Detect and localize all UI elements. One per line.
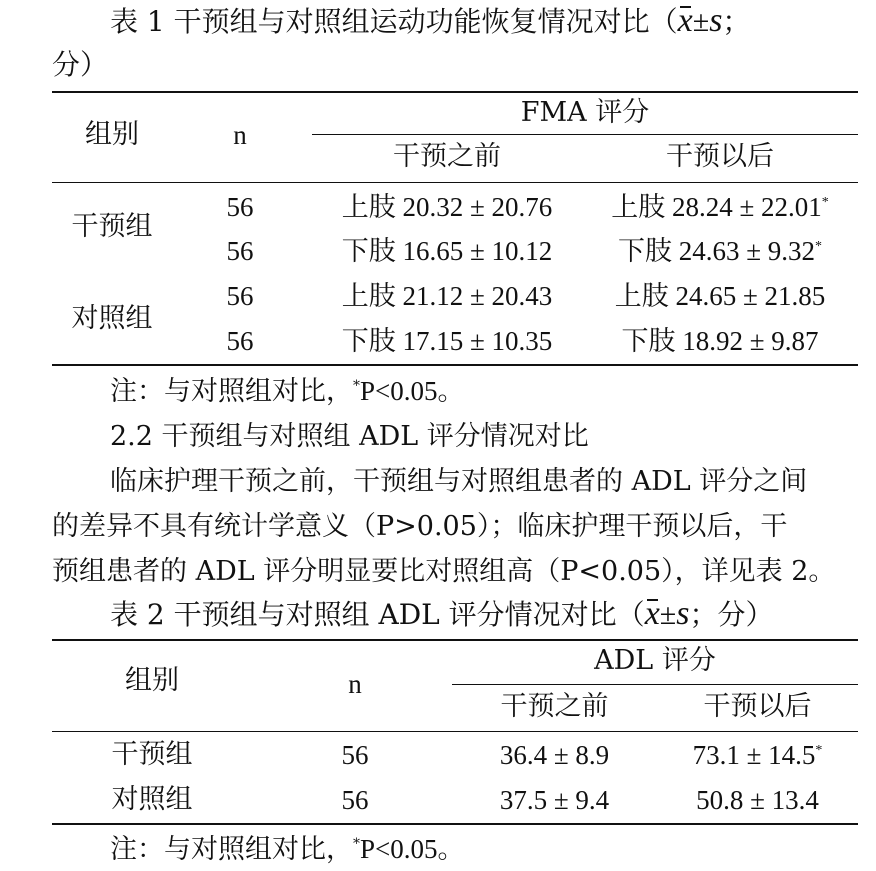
table2-cell-n: 56 [341, 740, 369, 770]
table2-header-rule [52, 731, 858, 732]
table1-top-rule [52, 91, 858, 93]
table2-note: 注：与对照组对比，*P<0.05。 [110, 834, 465, 865]
table2-cell-after: 73.1 ± 14.5* [692, 740, 823, 770]
table1-cell-before: 下肢 17.15 ± 10.35 [341, 326, 553, 356]
table1-cell-after: 下肢 18.92 ± 9.87 [621, 326, 819, 356]
table1-cell-before: 上肢 21.12 ± 20.43 [341, 281, 553, 311]
table2-cell-before: 37.5 ± 9.4 [499, 785, 610, 815]
table2-caption: 表 2 干预组与对照组 ADL 评分情况对比（x±s；分） [110, 595, 774, 632]
table1-cell-before: 下肢 16.65 ± 10.12 [341, 236, 553, 266]
table1-cell-n: 56 [226, 192, 254, 222]
table1-cell-n: 56 [226, 281, 254, 311]
table2-cell-group: 干预组 [111, 739, 193, 770]
table1-cell-before: 上肢 20.32 ± 20.76 [341, 192, 553, 222]
table2-header-subrule [452, 684, 858, 685]
significance-mark: * [353, 836, 360, 852]
table1-group-name: 干预组 [71, 211, 153, 242]
table2-cell-after: 50.8 ± 13.4 [696, 785, 819, 815]
table2-cell-before: 36.4 ± 8.9 [499, 740, 610, 770]
table2-bottom-rule [52, 823, 858, 825]
table2-header-before: 干预之前 [500, 691, 609, 722]
table1-caption-pm: ± [692, 5, 710, 38]
significance-mark: * [815, 743, 823, 758]
table2-header-score: ADL 评分 [594, 645, 716, 676]
paragraph-line: 预组患者的 ADL 评分明显要比对照组高（P<0.05），详见表 2。 [52, 556, 836, 587]
table2-header-group: 组别 [125, 665, 179, 696]
table1-note: 注：与对照组对比，*P<0.05。 [110, 376, 465, 407]
significance-mark: * [821, 195, 829, 210]
table1-caption-line2: 分） [52, 48, 109, 81]
table1-bottom-rule [52, 364, 858, 366]
table1-header-group: 组别 [85, 119, 139, 150]
table1-caption-sep: ； [722, 5, 751, 38]
table1-caption-xbar: x [677, 2, 693, 39]
table2-header-after: 干预以后 [703, 691, 812, 722]
table1-header-rule [52, 182, 858, 183]
table1-caption [110, 4, 750, 39]
table1-header-subrule [312, 134, 858, 135]
table2-cell-n: 56 [341, 785, 369, 815]
table1-cell-after: 下肢 24.63 ± 9.32* [617, 236, 823, 266]
table1-caption-s: s [709, 2, 723, 39]
significance-mark: * [353, 378, 360, 394]
table1-header-n: n [233, 120, 247, 150]
table2-header-n: n [348, 669, 362, 699]
table1-cell-n: 56 [226, 236, 254, 266]
table1-cell-after: 上肢 28.24 ± 22.01* [611, 192, 829, 222]
table1-caption-text: 表 1 干预组与对照组运动功能恢复情况对比（ [110, 5, 678, 38]
significance-mark: * [815, 239, 823, 254]
table2-caption-xbar: x [644, 595, 660, 632]
paragraph-line: 临床护理干预之前，干预组与对照组患者的 ADL 评分之间 [110, 466, 808, 497]
table1-header-score: FMA 评分 [520, 97, 650, 128]
table1-header-after: 干预以后 [666, 141, 774, 172]
paragraph-line: 的差异不具有统计学意义（P>0.05）；临床护理干预以后，干 [52, 511, 788, 542]
table2-top-rule [52, 639, 858, 641]
table1-cell-after: 上肢 24.65 ± 21.85 [614, 281, 826, 311]
table2-cell-group: 对照组 [111, 784, 193, 815]
table1-group-name: 对照组 [71, 303, 153, 334]
table1-header-before: 干预之前 [393, 141, 501, 172]
table1-cell-n: 56 [226, 326, 254, 356]
section-heading: 2.2 干预组与对照组 ADL 评分情况对比 [110, 421, 589, 452]
